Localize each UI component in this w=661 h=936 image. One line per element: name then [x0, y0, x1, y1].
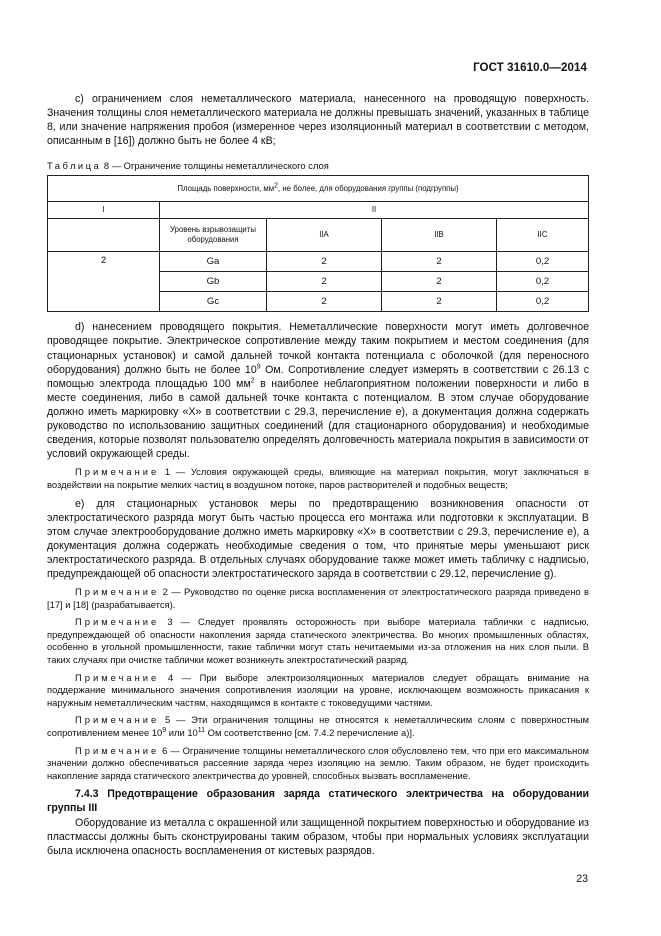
- note-1: Примечание 1 — Условия окружающей среды, влияющие на материал покрытия, могут заключаться в воздействии на покрытие мелких частиц в воздушном потоке, паров растворителей и подобных веществ;: [47, 466, 589, 490]
- section-7-4-3-text: Оборудование из металла с окрашенной или защищенной покрытием поверхностью и оборудование из пластмассы должны быть сконструированы таким образом, чтобы при нормальных условиях эксплуатации была исключена опасность воспламенения от кистевых разрядов.: [47, 816, 589, 857]
- document-header: ГОСТ 31610.0—2014: [473, 62, 587, 74]
- table-header-main: Площадь поверхности, $мм^2$, не более, для оборудования группы (подгруппы): [48, 176, 589, 202]
- page-number: 23: [576, 873, 588, 885]
- table-cell-iib: 2: [382, 292, 497, 312]
- section-heading-7-4-3: 7.4.3 Предотвращение образования заряда статического электричества на оборудовании группы III: [47, 788, 589, 815]
- table-cell-iib: 2: [382, 252, 497, 272]
- table-cell-iic: 0,2: [497, 252, 589, 272]
- table-caption: [47, 160, 589, 171]
- table-cell-iia: 2: [267, 272, 382, 292]
- item-c-paragraph: c) ограничением слоя неметаллического материала, нанесенного на проводящую поверхность. Значения толщины слоя неметаллического материала не должны превышать значений, указанных в таблице 8, или значение напряжения пробоя (измеренное через изоляционный материал в соответствии с методом, описанным в [16]) должно быть не более 4 кВ;: [47, 93, 589, 148]
- note-3: Примечание 3 — Следует проявлять осторожность при выборе материала таблички с надписью, предупреждающей об опасности накопления заряда статического электричества. Во многих промышленных областях, особенно в угольной промышленности, такие таблички могут стать нечитаемыми из-за отложения на них слоя пыли. В таких случаях при очистке таблички может возникнуть электростатический разряд.: [47, 616, 589, 666]
- table-cell-iib: 2: [382, 272, 497, 292]
- table-cell-iic: 0,2: [497, 272, 589, 292]
- table-group-ii: II: [160, 202, 589, 219]
- table-group-i: I: [48, 202, 160, 219]
- table-col-iib: IIB: [382, 219, 497, 252]
- note-6: Примечание 6 — Ограничение толщины неметаллического слоя обусловлено тем, что при его максимальном значении должно обеспечиваться рассеяние заряда через изоляцию на землю. Таким образом, не будет происходить накопление заряда статического электричества до уровней, способных вызвать воспламенение.: [47, 744, 589, 781]
- table-group-i-empty: [48, 219, 160, 252]
- page-content: [47, 92, 589, 858]
- thickness-table: [47, 175, 589, 312]
- table-row: [48, 252, 589, 272]
- table-caption-text: 8 — Ограничение толщины неметаллического слоя: [103, 160, 329, 172]
- item-e-paragraph: e) для стационарных установок меры по предотвращению возникновения опасности от электростатического разряда могут быть частью процесса его монтажа или подготовки к эксплуатации. В этом случае электрооборудование должно иметь маркировку «X» в соответствии с 29.3, перечисление e), а документация должна содержать необходимые сведения о том, что принятые меры уменьшают риск электростатического разряда. В отдельных случаях оборудование также может иметь табличку с надписью, предупреждающей об опасности электростатического заряда в соответствии с 29.12, перечисление g).: [47, 497, 589, 580]
- table-cell-iia: 2: [267, 252, 382, 272]
- table-cell-level: Gb: [160, 272, 267, 292]
- table-col-level: Уровень взрывозащиты оборудования: [160, 219, 267, 252]
- table-cell-level: Gc: [160, 292, 267, 312]
- table-cell-iic: 0,2: [497, 292, 589, 312]
- table-caption-label: Таблица: [47, 160, 102, 172]
- note-5: Примечание 5 — Эти ограничения толщины не относятся к неметаллическим слоям с поверхностным сопротивлением менее $10^9$ или $10^{11}$ Ом соответственно [см. 7.4.2 перечисление a)].: [47, 714, 589, 738]
- table-col-iia: IIA: [267, 219, 382, 252]
- table-group-i-value: 2: [48, 252, 160, 312]
- table-cell-iia: 2: [267, 292, 382, 312]
- note-4: Примечание 4 — При выборе электроизоляционных материалов следует обращать внимание на поддержание минимального значения сопротивления изоляции на уровне, исключающем возможность прикасания к наружным неметаллическим частям, находящимся в контакте с токоведущими частями.: [47, 671, 589, 708]
- note-2: Примечание 2 — Руководство по оценке риска воспламенения от электростатического разряда приведено в [17] и [18] (разрабатывается).: [47, 586, 589, 610]
- table-col-iic: IIC: [497, 219, 589, 252]
- item-d-paragraph: d) нанесением проводящего покрытия. Неметаллические поверхности могут иметь долговечное проводящее покрытие. Электрическое сопротивление между таким покрытием и местом соединения (для стационарных установок) и самой дальней точкой контакта потенциала с оболочкой (для переносного оборудования) должно быть не более $10^9$ Ом. Сопротивление следует измерять в соответствии с 26.13 с помощью электрода площадью 100 $мм^2$ в наиболее неблагоприятном положении поверхности и либо в месте соединения, либо в самой дальней точке контакта с потенциалом. В этом случае оборудование должно иметь маркировку «X» в соответствии с 29.3, перечисление e), а документация должна содержать руководство по использованию защитных соединений (для стационарного оборудования) и необходимые сведения, которые позволят пользователю определять долговечность материала покрытия в зависимости от условий окружающей среды.: [47, 321, 589, 461]
- table-cell-level: Ga: [160, 252, 267, 272]
